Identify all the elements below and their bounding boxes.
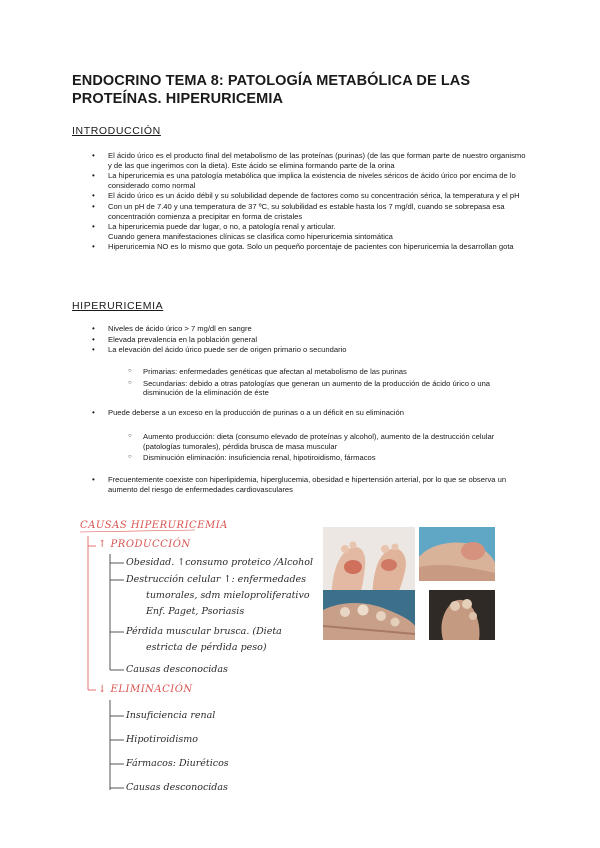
intro-bullet-list bbox=[108, 151, 528, 253]
notes-item: Destrucción celular ↑: enfermedades bbox=[126, 574, 307, 585]
photo-gout-foot-swelling bbox=[419, 527, 495, 581]
list-item: • Frecuentemente coexiste con hiperlipidemia, hiperglucemia, obesidad e hipertensión arterial, por lo que se observa un aumento del riesgo de enfermedades cardiovasculares bbox=[108, 475, 528, 494]
list-item: • La elevación del ácido úrico puede ser de origen primario o secundario bbox=[108, 345, 528, 355]
hiper-bullet-list-c bbox=[108, 475, 528, 495]
list-item-line: • La hiperuricemia puede dar lugar, o no, a patología renal y articular. bbox=[108, 222, 336, 232]
list-item: • Hiperuricemia NO es lo mismo que gota. Solo un pequeño porcentaje de pacientes con hiperuricemia la desarrollan gota bbox=[108, 242, 528, 252]
notes-item: Pérdida muscular brusca. (Dieta bbox=[126, 626, 282, 637]
list-item: • Elevada prevalencia en la población general bbox=[108, 335, 528, 345]
list-item: ○ Disminución eliminación: insuficiencia renal, hipotiroidismo, fármacos bbox=[143, 453, 528, 463]
hiper-bullet-list-a bbox=[108, 324, 528, 356]
hiper-sub-list-b bbox=[143, 432, 528, 465]
hiper-bullet-list-b bbox=[108, 408, 528, 419]
list-item bbox=[108, 222, 528, 241]
section-heading-introduccion: INTRODUCCIÓN bbox=[72, 125, 161, 137]
notes-item: Insuficiencia renal bbox=[126, 710, 216, 721]
photo-gout-hands-tophi bbox=[323, 590, 415, 640]
notes-item: Fármacos: Diuréticos bbox=[126, 758, 229, 769]
list-item: • La hiperuricemia es una patología metabólica que implica la existencia de niveles séricos de ácido úrico por encima de lo considerado como normal bbox=[108, 171, 528, 190]
notes-item: Causas desconocidas bbox=[126, 664, 228, 675]
list-item: • El ácido úrico es un ácido débil y su solubilidad depende de factores como su concentración sérica, la temperatura y el pH bbox=[108, 191, 528, 201]
list-item: • El ácido úrico es el producto final del metabolismo de las proteínas (purinas) (de las que forman parte de nuestro organismo y de las que ingerimos con la dieta). Este ácido se elimina formando parte de la orina bbox=[108, 151, 528, 170]
photo-gout-hand-deformity bbox=[429, 590, 495, 640]
hiper-sub-list-a bbox=[143, 367, 528, 400]
notes-title: CAUSAS HIPERURICEMIA bbox=[80, 520, 228, 531]
section-heading-hiperuricemia: HIPERURICEMIA bbox=[72, 300, 164, 312]
notes-item: Enf. Paget, Psoriasis bbox=[146, 606, 245, 617]
page-title: ENDOCRINO TEMA 8: PATOLOGÍA METABÓLICA DE LAS PROTEÍNAS. HIPERURICEMIA bbox=[72, 73, 471, 107]
list-item: ○ Secundarias: debido a otras patologías que generan un aumento de la producción de ácido úrico o una disminución de la eliminación de éste bbox=[143, 379, 528, 398]
notes-item: Obesidad. ↑consumo proteico /Alcohol bbox=[126, 557, 314, 568]
notes-item: Hipotiroidismo bbox=[126, 734, 199, 745]
notes-item: estricta de pérdida peso) bbox=[146, 642, 267, 653]
list-item: • Niveles de ácido úrico > 7 mg/dl en sangre bbox=[108, 324, 528, 334]
notes-item: tumorales, sdm mieloproliferativo bbox=[146, 590, 310, 601]
notes-item: Causas desconocidas bbox=[126, 782, 228, 793]
list-item-line: Cuando genera manifestaciones clínicas se clasifica como hiperuricemia sintomática bbox=[108, 231, 393, 241]
list-item: ○ Aumento producción: dieta (consumo elevado de proteínas y alcohol), aumento de la destrucción celular (patologías tumorales), pérdida brusca de masa muscular bbox=[143, 432, 528, 451]
notes-eliminacion-heading: ↓ ELIMINACIÓN bbox=[98, 684, 193, 695]
handwritten-notes bbox=[80, 520, 320, 840]
list-item: • Con un pH de 7.40 y una temperatura de 37 ºC, su solubilidad es estable hasta los 7 mg/dl, cuando se sobrepasa esa concentración comienza a precipitar en forma de cristales bbox=[108, 202, 528, 221]
list-item: • Puede deberse a un exceso en la producción de purinas o a un déficit en su eliminación bbox=[108, 408, 528, 418]
notes-produccion-heading: ↑ PRODUCCIÓN bbox=[98, 539, 191, 550]
list-item: ○ Primarias: enfermedades genéticas que afectan al metabolismo de las purinas bbox=[143, 367, 528, 377]
